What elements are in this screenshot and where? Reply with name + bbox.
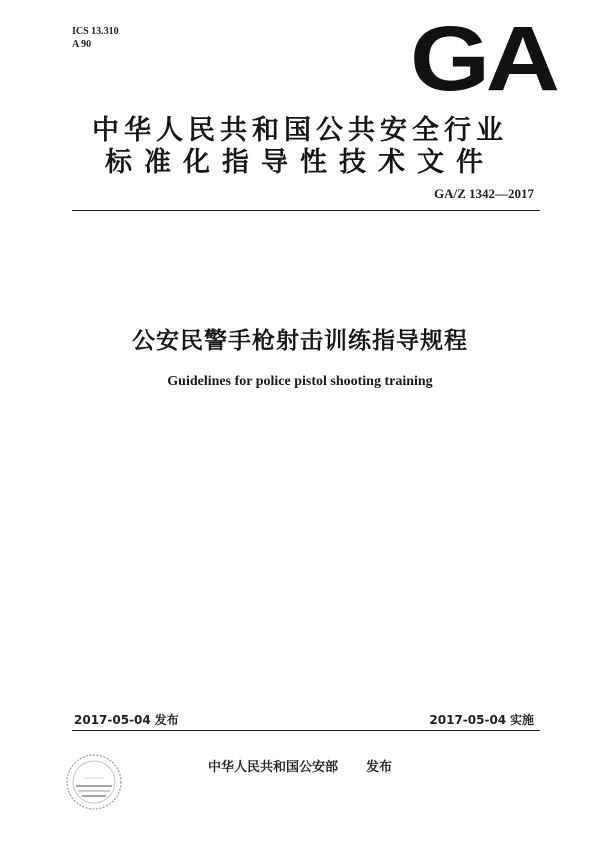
issue-date <box>74 711 179 728</box>
effective-date-value: 2017-05-04 <box>429 713 507 727</box>
standard-number: GA/Z 1342—2017 <box>433 186 534 201</box>
header-line-2: 标准化指导性技术文件 <box>105 147 495 178</box>
ics-code: ICS 13.310 <box>72 26 119 37</box>
ga-logo: GA <box>410 8 556 110</box>
classification-codes <box>72 25 119 51</box>
document-title-cn: 公安民警手枪射击训练指导规程 <box>132 328 468 354</box>
header-line-1: 中华人民共和国公共安全行业 <box>92 115 508 146</box>
issuer-name: 中华人民共和国公安部 <box>207 760 338 775</box>
top-divider <box>72 210 540 211</box>
ccs-code: A 90 <box>72 39 92 50</box>
bottom-divider <box>72 730 540 731</box>
issue-date-label: 发布 <box>154 713 179 727</box>
effective-date <box>429 711 534 728</box>
document-title-en: Guidelines for police pistol shooting training <box>167 374 433 389</box>
stamp-icon <box>64 752 124 812</box>
issue-date-value: 2017-05-04 <box>74 713 151 727</box>
effective-date-label: 实施 <box>509 713 534 727</box>
issuer-action: 发布 <box>366 760 393 775</box>
